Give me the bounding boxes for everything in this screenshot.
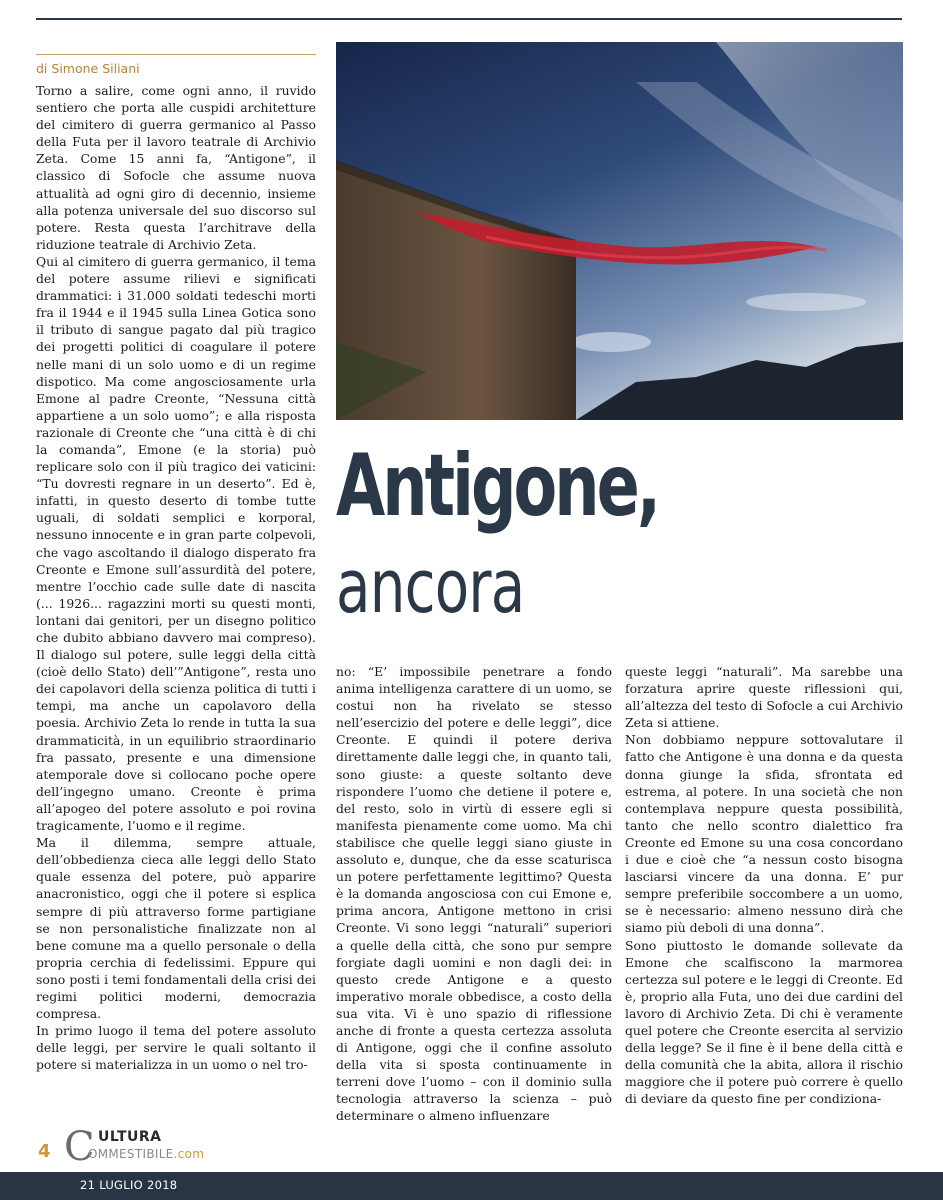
top-rule xyxy=(36,18,902,20)
paragraph: queste leggi “naturali”. Ma sarebbe una forzatura aprire queste riflessioni qui, all’altezza del testo di Sofocle a cui Archivio Zeta si attiene. xyxy=(625,664,903,731)
paragraph: Ma il dilemma, sempre attuale, dell’obbedienza cieca alle leggi dello Stato quale essenza del potere, può apparire anacronistico, oggi che il potere si esplica sempre di più attraverso forme partigiane se non personalistiche finalizzate non al bene comune ma a quello personale o della propria cerchia di fedelissimi. Eppure qui sono posti i temi fondamentali della crisi dei regimi politici moderni, democrazia compresa. xyxy=(36,835,316,1022)
article-subtitle: ancora xyxy=(336,544,525,630)
article-column-3 xyxy=(625,663,903,1140)
logo-domain: .com xyxy=(173,1147,205,1161)
page-number: 4 xyxy=(38,1141,51,1162)
magazine-logo xyxy=(62,1125,262,1175)
paragraph: Torno a salire, come ogni anno, il ruvido sentiero che porta alle cuspidi architetture del cimitero di guerra germanico al Passo della Futa per il lavoro teatrale di Archivio Zeta. Come 15 anni fa, “Antigone”, il classico di Sofocle che assume nuova attualità ad ogni giro di decennio, insieme alla potenza universale del suo discorso sul potere. Resta questa l’architrave della riduzione teatrale di Archivio Zeta. xyxy=(36,83,316,252)
logo-top-text: ULTURA xyxy=(98,1129,162,1145)
logo-initial: C xyxy=(64,1124,95,1170)
byline: di Simone Siliani xyxy=(36,61,140,76)
issue-date: 21 LUGLIO 2018 xyxy=(80,1178,178,1192)
byline-rule xyxy=(36,54,316,55)
article-column-2 xyxy=(336,663,612,1140)
logo-bottom-text xyxy=(88,1147,204,1161)
paragraph: Qui al cimitero di guerra germanico, il tema del potere assume rilievi e significati drammatici: i 31.000 soldati tedeschi morti fra il 1944 e il 1945 sulla Linea Gotica sono il tributo di sangue pagato dal più tragico dei progetti politici di coagulare il potere nelle mani di un solo uomo e di un regime dispotico. Ma come angosciosamente urla Emone al padre Creonte, “Nessuna città appartiene a un solo uomo”; e alla risposta razionale di Creonte che “una città è di chi la comanda”, Emone (e la storia) può replicare solo con il più tragico dei vaticini: “Tu dovresti regnare in un deserto”. Ed è, infatti, in questo deserto di tombe tutte uguali, di soldati semplici e korporal, nessuno innocente e in gran parte colpevoli, che vago ascoltando il dialogo disperato fra Creonte e Emone sull’assurdità del potere, mentre l’occhio cade sulle date di nascita (... 1926... ragazzini morti su questi monti, lontani dai genitori, per un disegno politico che dubito abbiano davvero mai compreso). Il dialogo sul potere, sulle leggi della città (cioè dello Stato) dell’”Antigone”, resta uno dei capolavori della scienza politica di tutti i tempi, ma anche un capolavoro della poesia. Archivio Zeta lo rende in tutta la sua drammaticità, in un equilibrio straordinario fra passato, presente e una dimensione atemporale dove si collocano poche opere dell’ingegno umano. Creonte è prima all’apogeo del potere assoluto e poi rovina tragicamente, l’uomo e il regime. xyxy=(36,253,316,834)
paragraph: Non dobbiamo neppure sottovalutare il fatto che Antigone è una donna e da questa donna giunge la sfida, sfrontata ed estrema, al potere. In una società che non contemplava neppure questa possibilità, tanto che nello scontro dialettico fra Creonte ed Emone su una cosa concordano i due e cioè che “a nessun costo bisogna lasciarsi vincere da una donna. E’ pur sempre preferibile soccombere a un uomo, se è necessario: almeno nessuno dirà che siamo più deboli di una donna”. xyxy=(625,732,903,936)
paragraph: In primo luogo il tema del potere assoluto delle leggi, per servire le quali soltanto il potere si materializza in un uomo o nel tro- xyxy=(36,1023,316,1073)
article-title: Antigone, xyxy=(336,436,659,536)
article-photo xyxy=(336,42,903,420)
paragraph: no: “E’ impossibile penetrare a fondo anima intelligenza carattere di un uomo, se costui non ha rivelato se stesso nell’esercizio del potere e delle leggi”, dice Creonte. E quindi il potere deriva direttamente dalle leggi che, in quanto tali, sono giuste: a queste soltanto deve rispondere l’uomo che detiene il potere e, del resto, solo in virtù di essere egli si manifesta pienamente come uomo. Ma chi stabilisce che quelle leggi siano giuste in assoluto e, dunque, che da esse scaturisca un potere perfettamente legittimo? Questa è la domanda angosciosa con cui Emone e, prima ancora, Antigone mettono in crisi Creonte. Vi sono leggi “naturali” superiori a quelle della città, che sono pur sempre forgiate dagli uomini e non dagli dei: in questo crede Antigone e a questo imperativo morale obbedisce, a costo della sua vita. Vi è uno spazio di riflessione anche di fronte a questa certezza assoluta di Antigone, oggi che il confine assoluto della vita si sposta continuamente in terreni dove l’uomo – con il dominio sulla tecnologia attraverso la scienza – può determinare o almeno influenzare xyxy=(336,664,612,1124)
article-column-1 xyxy=(36,82,316,1140)
paragraph: Sono piuttosto le domande sollevate da Emone che scalfiscono la marmorea certezza sul potere e le leggi di Creonte. Ed è, proprio alla Futa, uno dei due cardini del lavoro di Archivio Zeta. Di chi è veramente quel potere che Creonte esercita al servizio della legge? Se il fine è il bene della città e della comunità che la abita, allora il rischio maggiore che il potere può correre è quello di deviare da questo fine per condiziona- xyxy=(625,937,903,1107)
footer-bar xyxy=(0,1172,943,1200)
logo-bottom-word: OMMESTIBILE xyxy=(88,1147,174,1161)
